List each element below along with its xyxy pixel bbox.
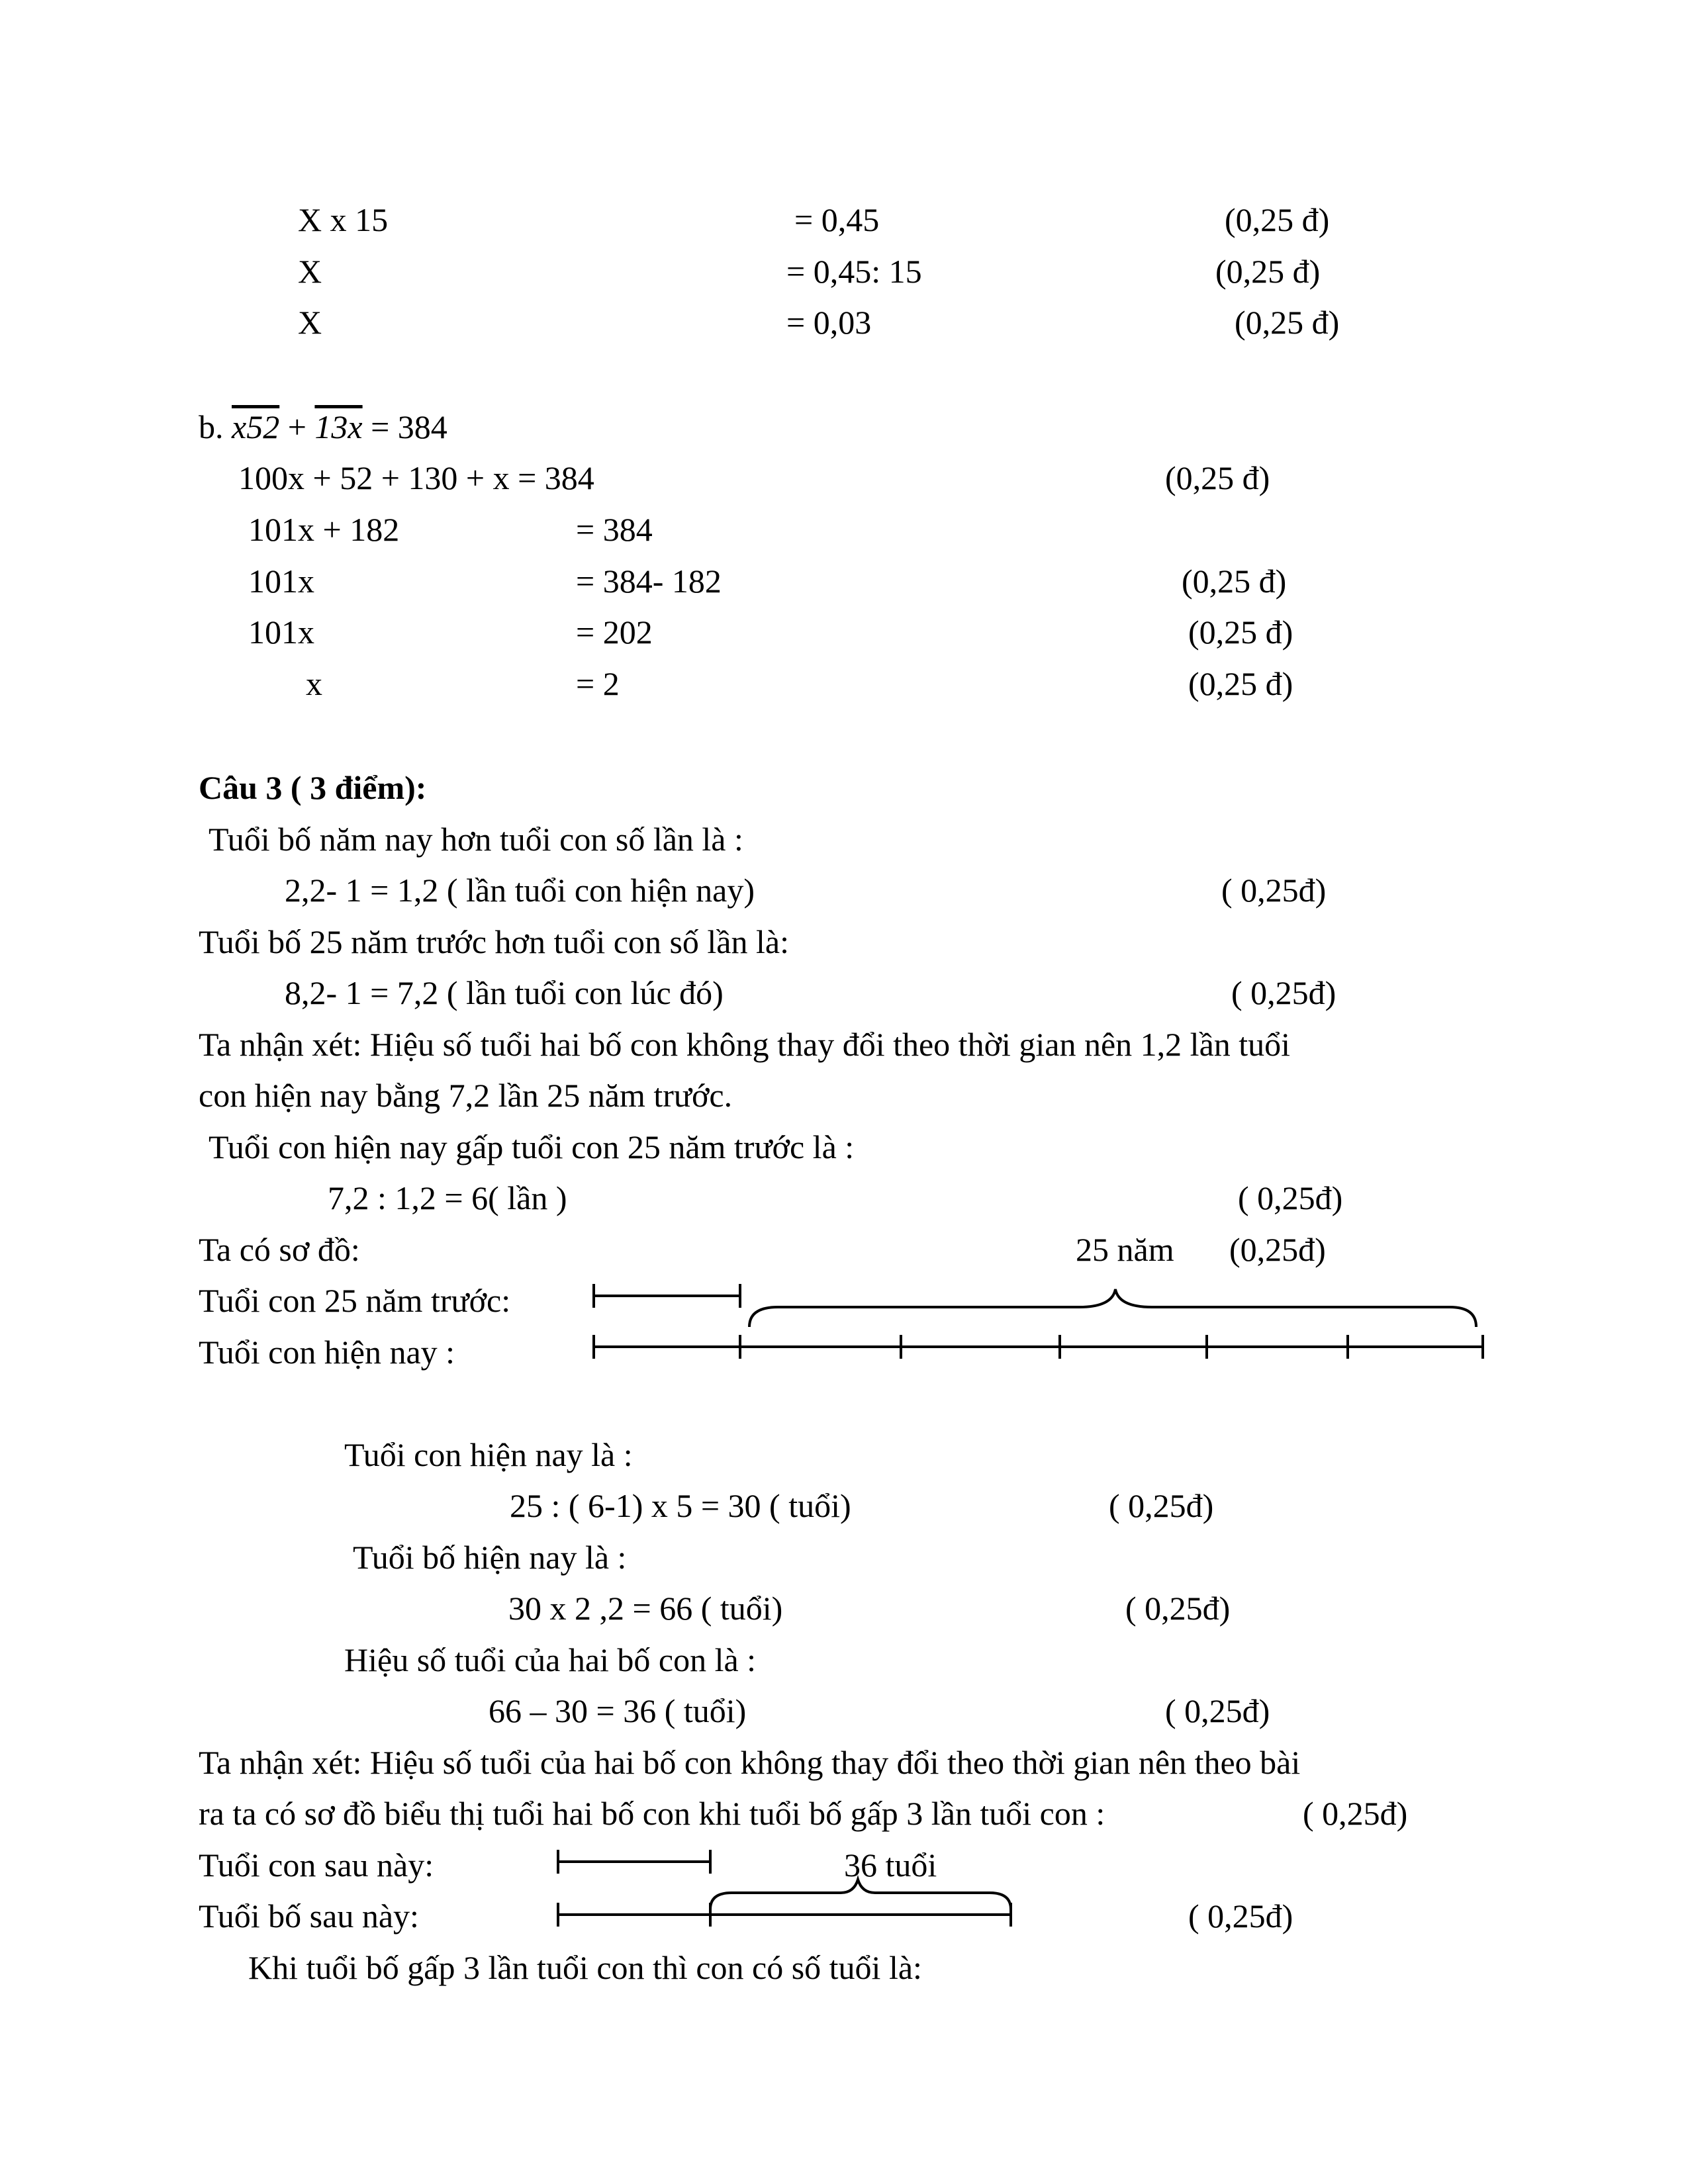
part-b-term2: 13x: [314, 408, 363, 445]
cau3-line7: Tuổi con hiện nay gấp tuổi con 25 năm trước là :: [209, 1128, 855, 1165]
part-a-row1-mid: = 0,45: [794, 201, 880, 238]
part-b-row2-mid: = 384: [576, 511, 653, 548]
part-b-row3-left: 101x: [248, 563, 314, 600]
part-b-row4-mid: = 202: [576, 614, 653, 651]
cau3-line13-score: ( 0,25đ): [1125, 1590, 1231, 1627]
cau3-line13: 30 x 2 ,2 = 66 ( tuổi): [508, 1590, 783, 1627]
part-b-term1: x52: [232, 408, 280, 445]
part-b-rhs: = 384: [371, 408, 447, 445]
cau3-line4-score: ( 0,25đ): [1231, 974, 1336, 1011]
part-a-row1-left: X x 15: [298, 201, 389, 238]
diagram1-brace-label: 25 năm: [1076, 1231, 1174, 1268]
diagram1-label-now: Tuổi con hiện nay :: [199, 1334, 455, 1371]
cau3-line1: Tuổi bố năm nay hơn tuổi con số lần là :: [209, 821, 743, 858]
cau3-line9: Ta có sơ đồ:: [199, 1231, 360, 1268]
cau3-line18: Khi tuổi bố gấp 3 lần tuổi con thì con có số tuổi là:: [248, 1949, 922, 1986]
part-b-row5-score: (0,25 đ): [1188, 665, 1293, 702]
part-a-row2-score: (0,25 đ): [1215, 253, 1321, 290]
cau3-line15: 66 – 30 = 36 ( tuổi): [489, 1692, 747, 1729]
part-a-row2-mid: = 0,45: 15: [786, 253, 922, 290]
cau3-line2-score: ( 0,25đ): [1221, 872, 1327, 909]
cau3-line3: Tuổi bố 25 năm trước hơn tuổi con số lần là:: [199, 923, 789, 960]
part-b-row1-left: 100x + 52 + 130 + x = 384: [238, 459, 594, 496]
cau3-line11: 25 : ( 6-1) x 5 = 30 ( tuổi): [510, 1487, 851, 1524]
diagram2-score: ( 0,25đ): [1188, 1897, 1293, 1934]
cau3-line4: 8,2- 1 = 7,2 ( lần tuổi con lúc đó): [285, 974, 724, 1011]
part-b-label: b.: [199, 408, 224, 445]
cau3-line2: 2,2- 1 = 1,2 ( lần tuổi con hiện nay): [285, 872, 755, 909]
part-b-row3-mid: = 384- 182: [576, 563, 722, 600]
diagram2-label-son: Tuổi con sau này:: [199, 1846, 434, 1884]
cau3-line16: Ta nhận xét: Hiệu số tuổi của hai bố con không thay đổi theo thời gian nên theo bài: [199, 1744, 1301, 1781]
cau3-line15-score: ( 0,25đ): [1165, 1692, 1270, 1729]
part-b-row5-left: x: [306, 665, 322, 702]
cau3-line17-score: ( 0,25đ): [1303, 1795, 1408, 1832]
cau3-line10: Tuổi con hiện nay là :: [344, 1436, 633, 1473]
diagram1-label-past: Tuổi con 25 năm trước:: [199, 1282, 511, 1319]
part-b-row4-score: (0,25 đ): [1188, 614, 1293, 651]
part-a-row3-left: X: [298, 304, 322, 341]
part-b-row3-score: (0,25 đ): [1182, 563, 1287, 600]
part-a-row1-score: (0,25 đ): [1225, 201, 1330, 238]
cau3-line5: Ta nhận xét: Hiệu số tuổi hai bố con không thay đổi theo thời gian nên 1,2 lần tuổi: [199, 1026, 1291, 1063]
diagram2-brace-label: 36 tuổi: [844, 1846, 937, 1884]
part-a-row3-mid: = 0,03: [786, 304, 872, 341]
cau3-line8-score: ( 0,25đ): [1238, 1179, 1343, 1216]
diagram2-brace: [710, 1880, 1011, 1909]
cau3-line12: Tuổi bố hiện nay là :: [353, 1539, 627, 1576]
cau3-heading: Câu 3 ( 3 điểm):: [199, 769, 427, 806]
diagram2-label-father: Tuổi bố sau này:: [199, 1897, 419, 1934]
part-b-row5-mid: = 2: [576, 665, 620, 702]
part-b-row2-left: 101x + 182: [248, 511, 400, 548]
part-a-row2-left: X: [298, 253, 322, 290]
part-a-row3-score: (0,25 đ): [1235, 304, 1340, 341]
cau3-line11-score: ( 0,25đ): [1109, 1487, 1214, 1524]
cau3-line6: con hiện nay bằng 7,2 lần 25 năm trước.: [199, 1077, 733, 1114]
cau3-line17: ra ta có sơ đồ biểu thị tuổi hai bố con khi tuổi bố gấp 3 lần tuổi con :: [199, 1795, 1105, 1832]
part-b-row4-left: 101x: [248, 614, 314, 651]
part-b-row1-score: (0,25 đ): [1165, 459, 1270, 496]
cau3-line8: 7,2 : 1,2 = 6( lần ): [328, 1179, 567, 1216]
cau3-line9-score: (0,25đ): [1229, 1231, 1326, 1268]
part-b-plus: +: [287, 408, 306, 445]
cau3-line14: Hiệu số tuổi của hai bố con là :: [344, 1641, 757, 1678]
